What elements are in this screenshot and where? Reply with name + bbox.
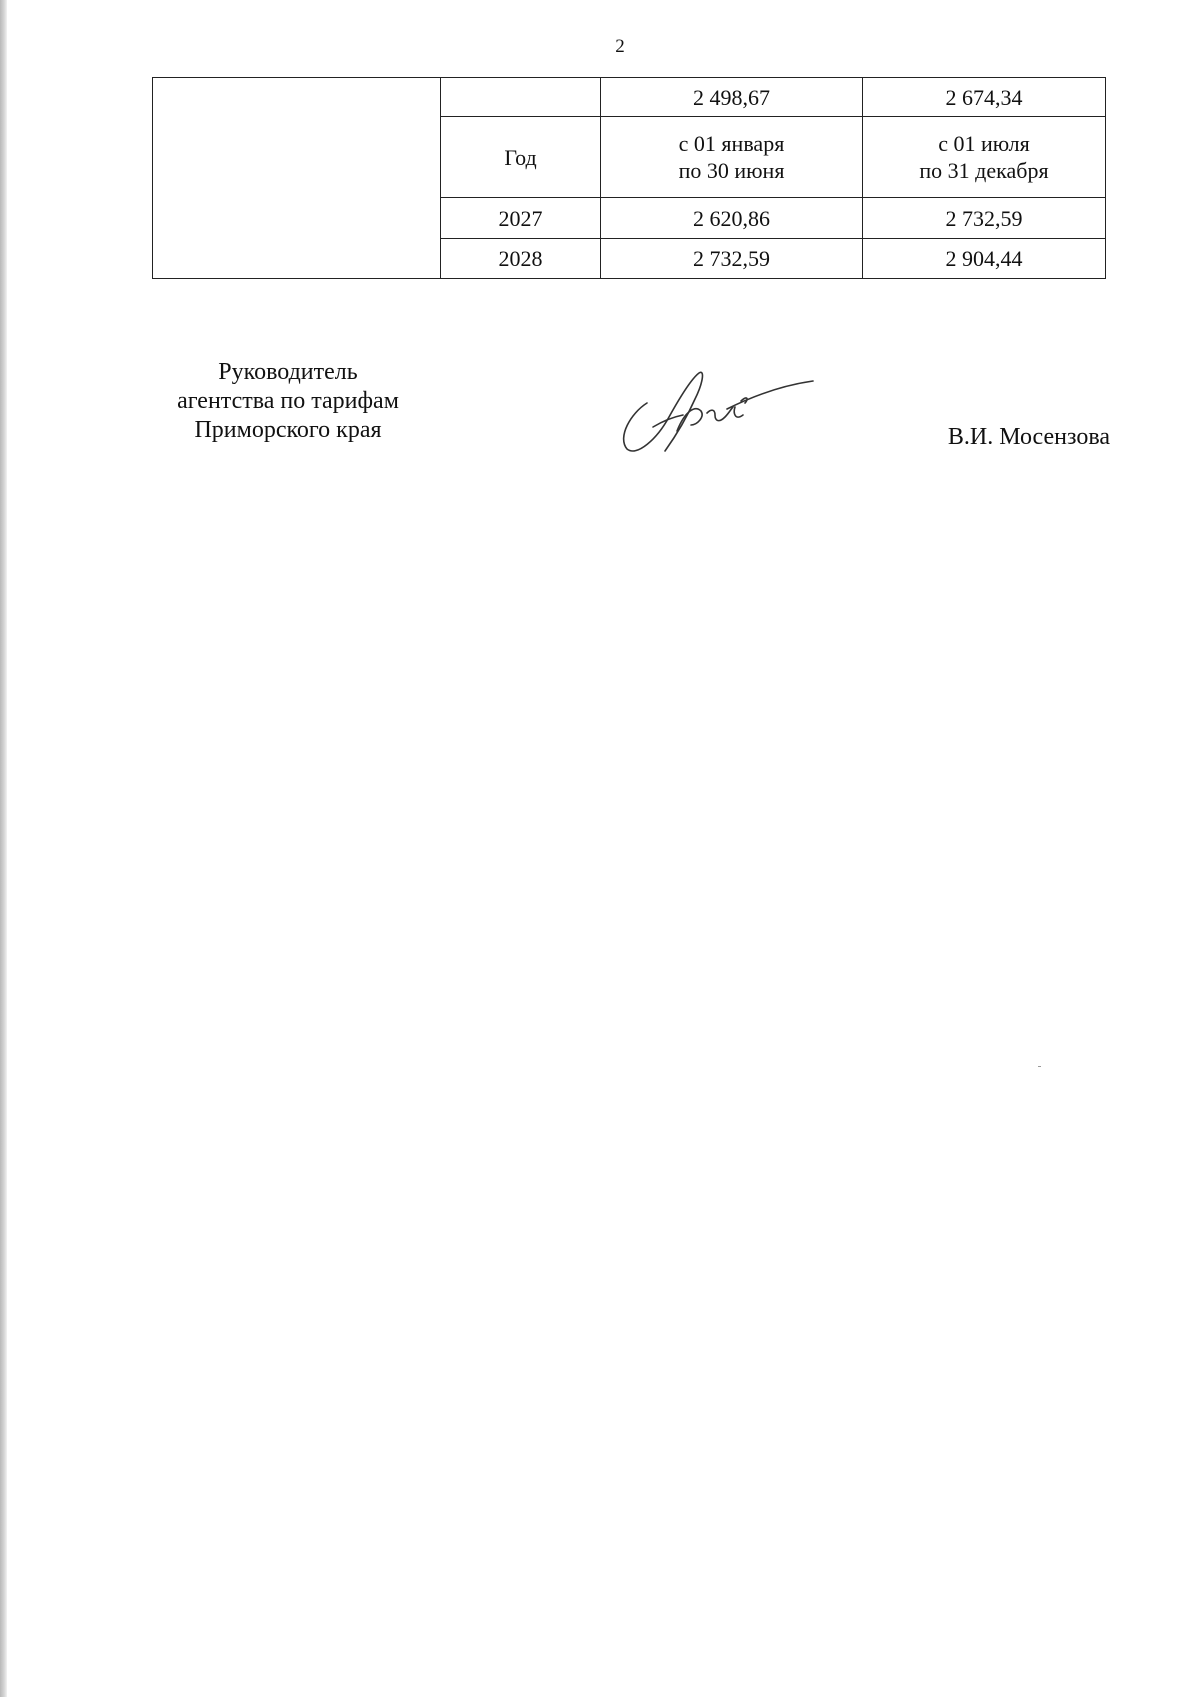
handwritten-signature (615, 365, 815, 460)
signatory-position: Руководитель агентства по тарифам Приморского края (177, 359, 399, 443)
first-half-value: 2 732,59 (601, 239, 863, 279)
tariff-table (152, 77, 1106, 279)
merged-blank-cell (153, 78, 441, 279)
year-cell: 2028 (441, 239, 601, 279)
table-row (153, 78, 1106, 117)
page-number: 2 (615, 36, 625, 57)
year-cell: 2027 (441, 198, 601, 239)
second-half-value: 2 674,34 (863, 78, 1106, 117)
signatory-name: В.И. Мосензова (947, 424, 1110, 450)
second-half-header: с 01 июля по 31 декабря (863, 117, 1106, 198)
first-half-header: с 01 января по 30 июня (601, 117, 863, 198)
scan-speck (1038, 1066, 1041, 1067)
first-half-value: 2 620,86 (601, 198, 863, 239)
year-header: Год (441, 117, 601, 198)
scan-edge-shadow (0, 0, 7, 1697)
second-half-value: 2 904,44 (863, 239, 1106, 279)
year-cell (441, 78, 601, 117)
second-half-value: 2 732,59 (863, 198, 1106, 239)
first-half-value: 2 498,67 (601, 78, 863, 117)
